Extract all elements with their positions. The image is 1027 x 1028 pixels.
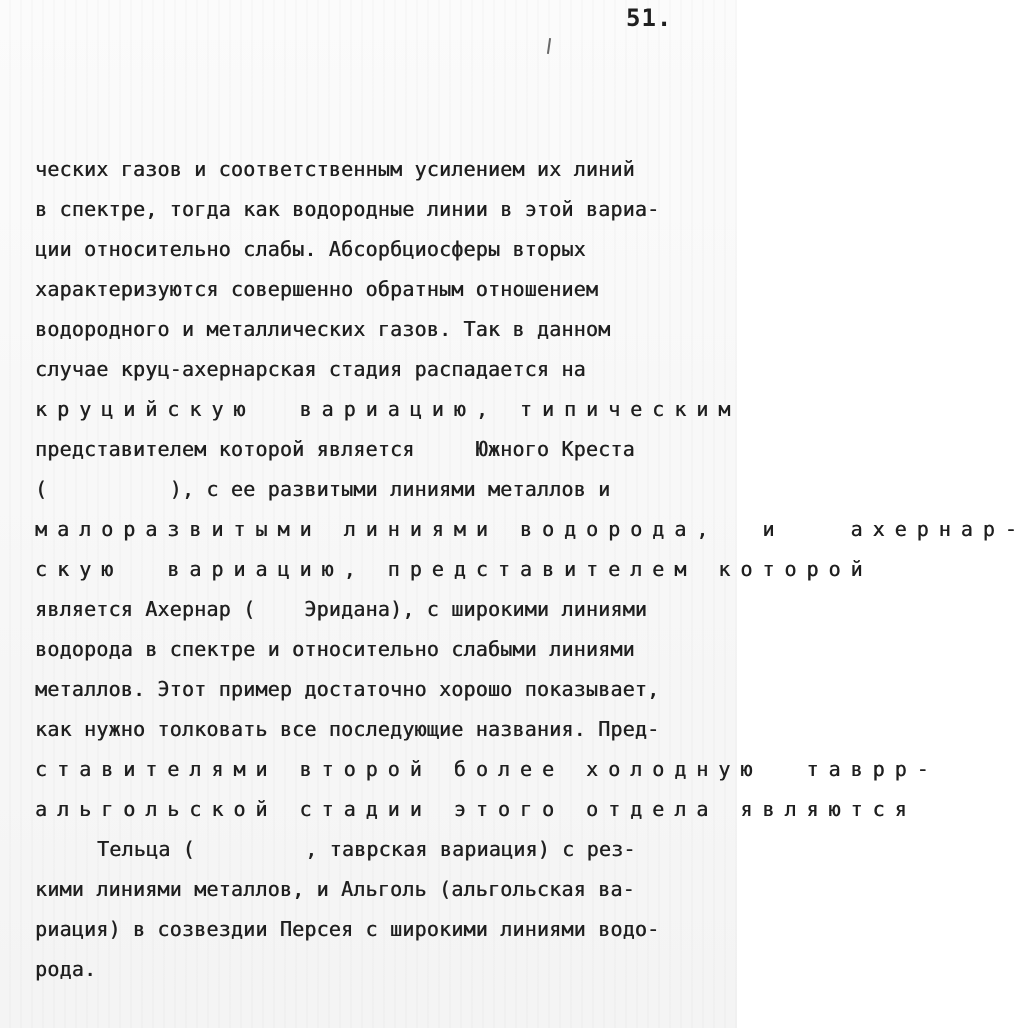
- text-line: водородного и металлических газов. Так в данном: [35, 317, 611, 341]
- text-line: характеризуются совершенно обратным отношением: [35, 277, 599, 301]
- text-line: ческих газов и соответственным усилением их линий: [35, 157, 635, 181]
- text-line: представителем которой является Южного Креста: [35, 437, 635, 461]
- text-line: в спектре, тогда как водородные линии в этой вариа-: [35, 197, 660, 221]
- text-line: альгольской стадии этого отдела являются: [35, 797, 917, 821]
- text-line: малоразвитыми линиями водорода, и ахернар-: [35, 517, 1027, 541]
- text-line: ( ), с ее развитыми линиями металлов и: [35, 477, 611, 501]
- text-line: металлов. Этот пример достаточно хорошо показывает,: [35, 677, 660, 701]
- text-line: случае круц-ахернарская стадия распадается на: [35, 357, 586, 381]
- page-number: 51.: [626, 4, 673, 32]
- body-text: [35, 149, 1027, 989]
- text-line: как нужно толковать все последующие названия. Пред-: [35, 717, 660, 741]
- text-line: риация) в созвездии Персея с широкими линиями водо-: [35, 917, 660, 941]
- text-line: является Ахернар ( Эридана), с широкими линиями: [35, 597, 648, 621]
- text-line: скую вариацию, представителем которой: [35, 557, 873, 581]
- ink-mark: [547, 38, 551, 54]
- text-line: рода.: [35, 957, 97, 981]
- text-line: кими линиями металлов, и Альголь (альгольская ва-: [35, 877, 635, 901]
- text-line: ставителями второй более холодную таврр-: [35, 757, 939, 781]
- text-line: Тельца ( , таврская вариация) с рез-: [97, 837, 636, 861]
- text-line: круцийскую вариацию, типическим: [35, 397, 741, 421]
- text-line: водорода в спектре и относительно слабыми линиями: [35, 637, 635, 661]
- text-line: ции относительно слабы. Абсорбциосферы вторых: [35, 237, 586, 261]
